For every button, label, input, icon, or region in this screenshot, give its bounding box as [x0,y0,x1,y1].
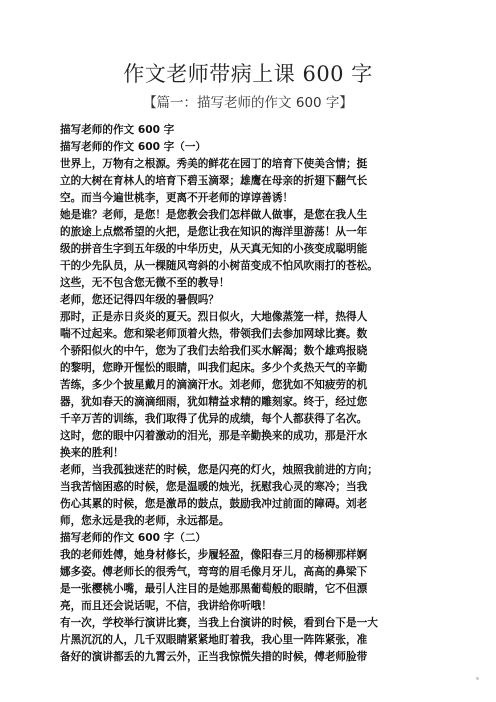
text-line: 描写老师的作文 600 字（二） [60,532,207,544]
text-line: 立的大树在育林人的培育下碧玉滴翠；雄鹰在母亲的折翅下翻气长 [60,175,368,187]
text-line: 那时，正是赤日炎炎的夏天。烈日似火，大地像蒸笼一样，热得人 [60,311,368,323]
text-line: 干的少先队员，从一棵随风弯斜的小树苗变成不怕风吹雨打的苍松。 [60,260,378,272]
text-line: 的黎明，您睁开惺忪的眼睛，叫我们起床。多少个炙热天气的辛勤 [60,362,368,374]
text-line: 老师，您还记得四年级的暑假吗？ [60,294,219,306]
text-line: 换来的胜利！ [60,447,124,459]
text-line: 伤心其累的时候，您是激昂的鼓点，鼓励我冲过前面的障碍。刘老 [60,498,368,510]
text-line: 这时，您的眼中闪着激动的泪光，那是辛勤换来的成功，那是汗水 [60,430,368,442]
text-line: 备好的演讲都丢的九霄云外，正当我惊慌失措的时候，傅老师脸带 [60,651,368,663]
text-line: 我的老师姓傅，她身材修长，步履轻盈，像阳春三月的杨柳那样婀 [60,549,368,561]
text-line: 描写老师的作文 600 字 [60,124,175,136]
text-line: 有一次，学校举行演讲比赛，当我上台演讲的时候，看到台下是一大 [60,617,378,629]
document-subtitle: 【篇一：描写老师的作文 600 字】 [143,95,353,111]
text-line: 师，您永远是我的老师，永远都是。 [60,515,230,527]
text-line: 千辛万苦的训练，我们取得了优异的成绩，每个人都获得了名次。 [60,413,368,425]
text-line: 片黑沉沉的人，几千双眼睛紧紧地盯着我，我心里一阵阵紧张，准 [60,634,368,646]
text-line: 亮，而且还会说话呢，不信，我讲给你听哦！ [60,600,272,612]
text-line: 空。而当今遍世桃李，更离不开老师的谆谆善诱！ [60,192,294,204]
text-line: 苦练，多少个披星戴月的滴滴汗水。刘老师，您犹如不知疲劳的机 [60,379,368,391]
document-body [60,122,440,666]
text-line: 描写老师的作文 600 字（一） [60,141,207,153]
text-line: 个骄阳似火的中午，您为了我们去给我们买水解渴；数个雄鸡报晓 [60,345,368,357]
document-title: 作文老师带病上课 600 字 [123,62,373,86]
text-line: 喘不过起来。您和梁老师顶着火热，带领我们去参加网球比赛。数 [60,328,368,340]
page-corner-mark [476,677,479,680]
text-line: 级的拼音生字到五年级的中华历史，从天真无知的小孩变成聪明能 [60,243,368,255]
text-line: 当我苦恼困惑的时候，您是温暖的烛光，抚慰我心灵的寒冷；当我 [60,481,368,493]
text-line: 的旅途上点燃希望的火把，是您让我在知识的海洋里游荡！从一年 [60,226,368,238]
text-line: 世界上，万物有之根源。秀美的鲜花在园丁的培育下使美含情；挺 [60,158,368,170]
text-line: 老师，当我孤独迷茫的时候，您是闪亮的灯火，烛照我前进的方向； [60,464,378,476]
text-line: 器，犹如春天的滴滴细雨，犹如精益求精的雕刻家。终于，经过您 [60,396,368,408]
text-line: 这些，无不包含您无微不至的教导！ [60,277,230,289]
text-line: 是一张樱桃小嘴，最引人注目的是她那黑葡萄般的眼睛，它不但漂 [60,583,368,595]
text-line: 她是谁？老师，是您！是您教会我们怎样做人做事，是您在我人生 [60,209,368,221]
text-line: 娜多姿。傅老师长的很秀气，弯弯的眉毛像月牙儿，高高的鼻梁下 [60,566,368,578]
